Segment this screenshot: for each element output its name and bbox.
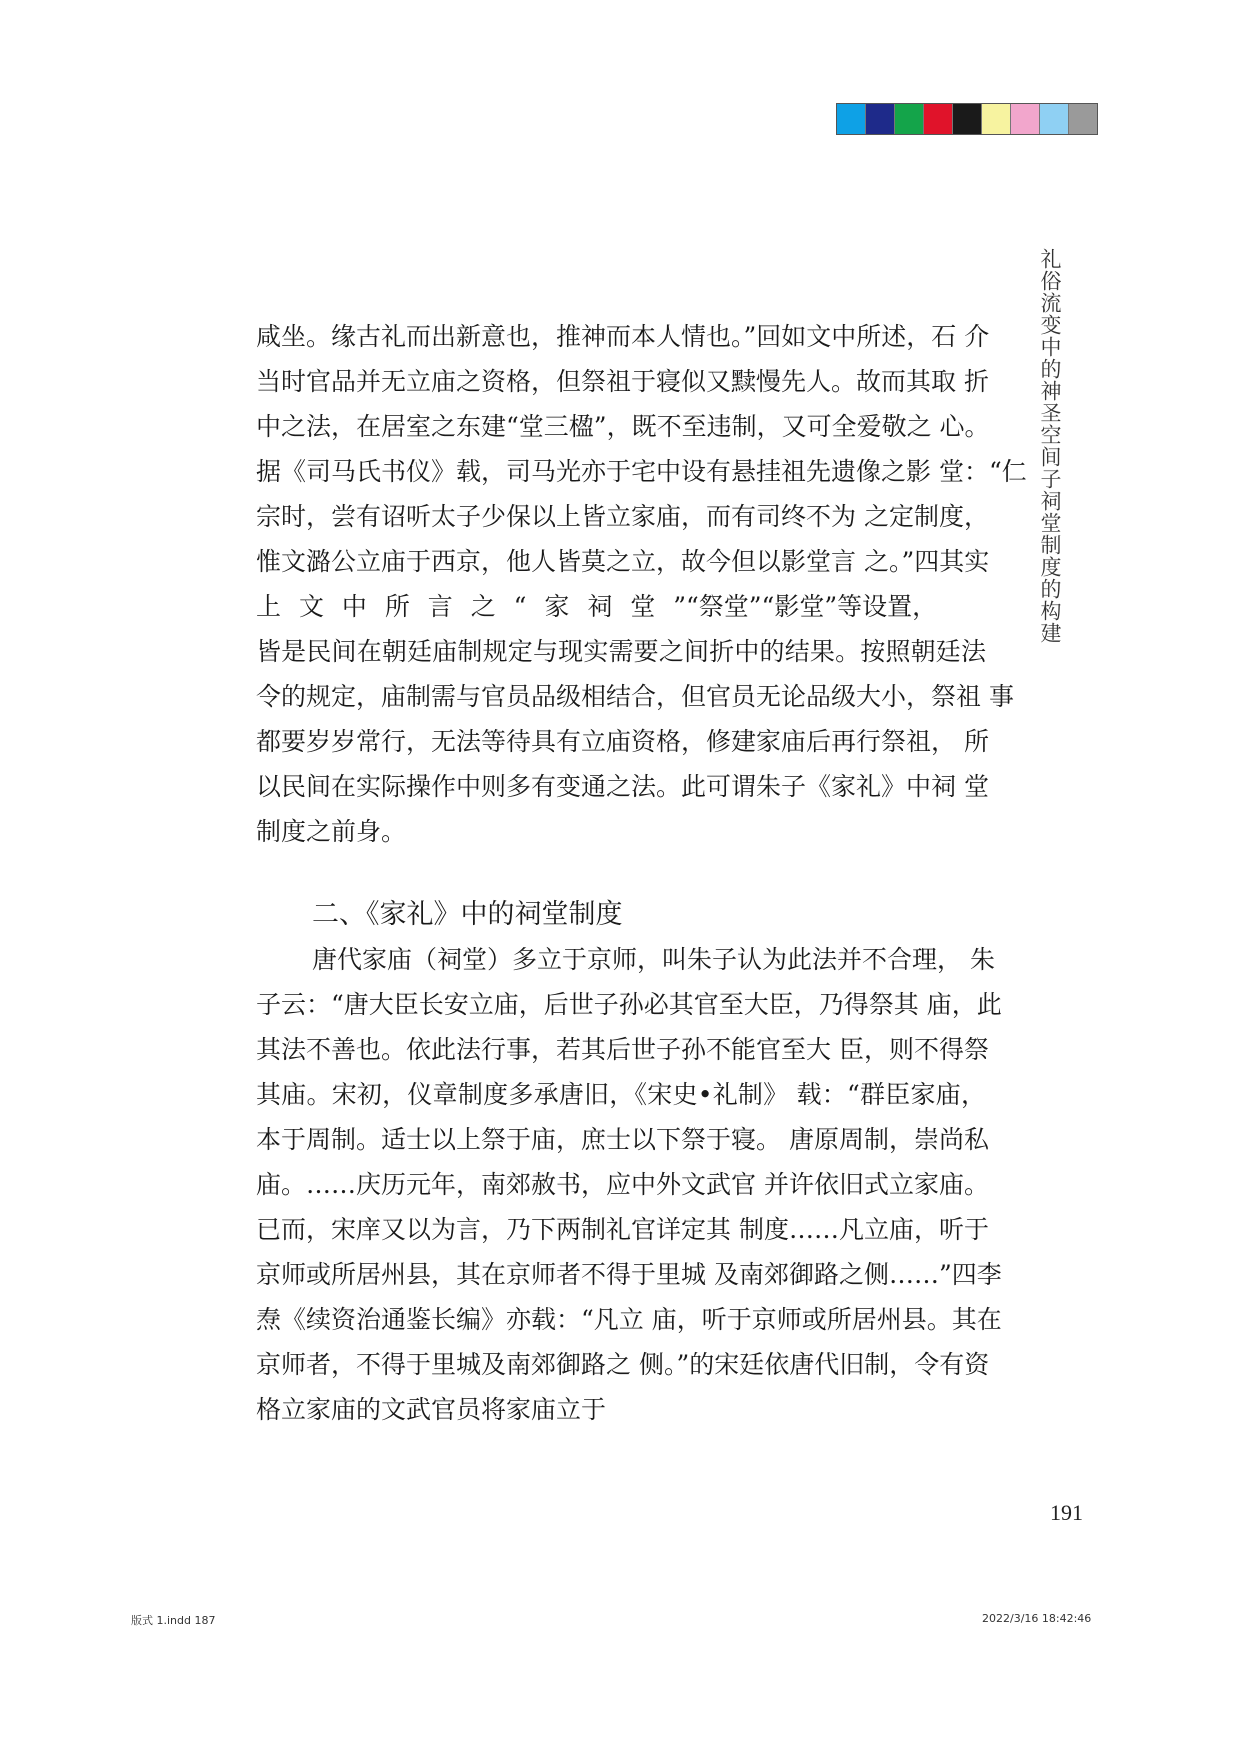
running-header-title: 礼俗流变中的神圣空间子祠堂制度的构建 bbox=[1038, 248, 1062, 644]
text-line: 庙。……庆历元年，南郊赦书，应中外文武官 并许依旧式立家庙。 bbox=[256, 1170, 989, 1199]
section-heading: 二、《家礼》中的祠堂制度 bbox=[312, 899, 623, 930]
color-swatch bbox=[1010, 104, 1039, 134]
text-line-split bbox=[256, 584, 986, 629]
text-line: 皆是民间在朝廷庙制规定与现实需要之间折中的结果。按照朝廷法 bbox=[256, 637, 986, 666]
color-swatch bbox=[865, 104, 894, 134]
paragraph-2-first-line: 唐代家庙（祠堂）多立于京师，叫朱子认为此法并不合理， 朱 bbox=[312, 945, 995, 974]
color-swatch bbox=[1039, 104, 1068, 134]
text-line: 京师者，不得于里城及南郊御路之 侧。”的宋廷依唐代旧制，令有资 bbox=[256, 1350, 990, 1379]
paragraph-2-last-line: 格立家庙的文武官员将家庙立于 bbox=[256, 1395, 607, 1424]
text-line: 以民间在实际操作中则多有变通之法。此可谓朱子《家礼》中祠 堂 bbox=[256, 772, 989, 801]
text-line: 据《司马氏书仪》载，司马光亦于宅中设有悬挂祖先遗像之影 堂：“仁 bbox=[256, 457, 1027, 486]
color-registration-bar bbox=[836, 103, 1098, 135]
split-right: “祭堂”“影堂”等设置， bbox=[686, 592, 938, 621]
color-swatch bbox=[952, 104, 981, 134]
text-line: 咸坐。缘古礼而出新意也，推神而本人情也。”回如文中所述，石 介 bbox=[256, 322, 990, 351]
text-line: 已而，宋庠又以为言，乃下两制礼官详定其 制度……凡立庙，听于 bbox=[256, 1215, 989, 1244]
split-left: 上文中所言之“家祠堂” bbox=[256, 592, 686, 621]
color-swatch bbox=[923, 104, 952, 134]
color-swatch bbox=[894, 104, 923, 134]
main-text bbox=[256, 314, 1027, 1432]
footer-timestamp: 2022/3/16 18:42:46 bbox=[982, 1612, 1092, 1625]
paragraph-1 bbox=[256, 314, 1027, 584]
footer-filename: 版式 1.indd 187 bbox=[131, 1614, 216, 1627]
paragraph-1-last-line: 制度之前身。 bbox=[256, 817, 407, 846]
text-line: 其庙。宋初，仪章制度多承唐旧，《宋史•礼制》 载：“群臣家庙， bbox=[256, 1080, 986, 1109]
text-line: 焘《续资治通鉴长编》亦载：“凡立 庙，听于京师或所居州县。其在 bbox=[256, 1305, 1002, 1334]
color-swatch bbox=[1068, 104, 1097, 134]
text-line: 本于周制。适士以上祭于庙，庶士以下祭于寝。 唐原周制，崇尚私 bbox=[256, 1125, 989, 1154]
text-line: 惟文潞公立庙于西京，他人皆莫之立，故今但以影堂言 之。”四其实 bbox=[256, 547, 990, 576]
text-line: 当时官品并无立庙之资格，但祭祖于寝似又黩慢先人。故而其取 折 bbox=[256, 367, 989, 396]
paragraph-1-continued bbox=[256, 629, 1014, 809]
text-line: 都要岁岁常行，无法等待具有立庙资格，修建家庙后再行祭祖， 所 bbox=[256, 727, 989, 756]
paragraph-2 bbox=[256, 982, 1002, 1387]
text-line: 子云：“唐大臣长安立庙，后世子孙必其官至大臣，乃得祭其 庙，此 bbox=[256, 990, 1002, 1019]
color-swatch bbox=[981, 104, 1010, 134]
text-line: 令的规定，庙制需与官员品级相结合，但官员无论品级大小，祭祖 事 bbox=[256, 682, 1014, 711]
text-line: 京师或所居州县，其在京师者不得于里城 及南郊御路之侧……”四李 bbox=[256, 1260, 1002, 1289]
text-line: 宗时，尝有诏听太子少保以上皆立家庙，而有司终不为 之定制度， bbox=[256, 502, 989, 531]
page-number: 191 bbox=[1050, 1500, 1083, 1525]
text-line: 其法不善也。依此法行事，若其后世子孙不能官至大 臣，则不得祭 bbox=[256, 1035, 989, 1064]
color-swatch bbox=[837, 104, 865, 134]
text-line: 中之法，在居室之东建“堂三楹”，既不至违制，又可全爱敬之 心。 bbox=[256, 412, 990, 441]
